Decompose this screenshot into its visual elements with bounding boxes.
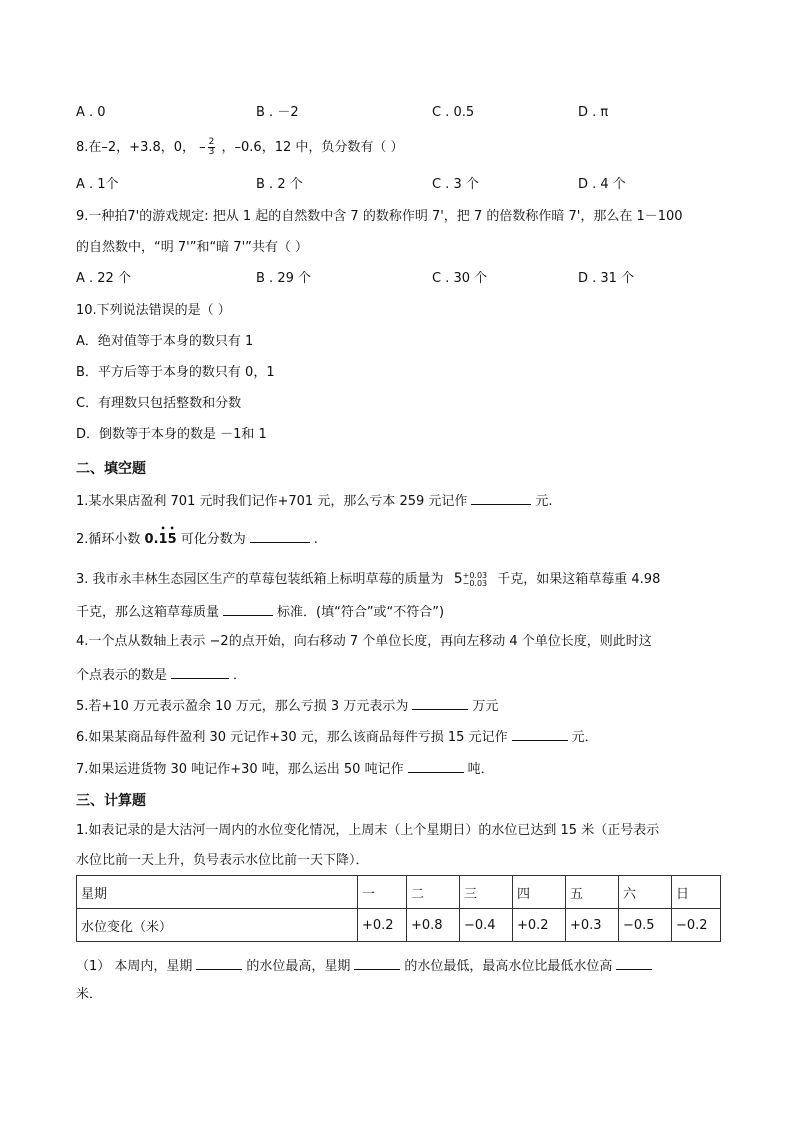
fill-q6: 6.如果某商品每件盈利 30 元记作+30 元，那么该商品每件亏损 15 元记作 元． xyxy=(76,726,598,747)
table-cell: 水位变化（米） xyxy=(77,909,358,942)
table-header-cell: 六 xyxy=(619,876,672,909)
fill-q5: 5.若+10 万元表示盈余 10 万元，那么亏损 3 万元表示为 万元 xyxy=(76,695,498,716)
table-header-cell: 五 xyxy=(566,876,619,909)
q9-option-c: C . 30 个 xyxy=(432,271,488,286)
table-header-cell: 日 xyxy=(672,876,721,909)
q8-option-a: A . 1个 xyxy=(76,177,119,192)
q10-option-c: C．有理数只包括整数和分数 xyxy=(76,396,242,411)
q7-option-c: C . 0.5 xyxy=(432,105,475,120)
section-heading-calc: 三、计算题 xyxy=(76,793,146,809)
fill-q1: 1.某水果店盈利 701 元时我们记作+701 元，那么亏本 259 元记作 元. xyxy=(76,490,553,511)
fill-q7: 7.如果运进货物 30 吨记作+30 吨，那么运出 50 吨记作 吨． xyxy=(76,758,494,779)
q8-fraction: – $\frac{2}{3}$ xyxy=(199,137,215,157)
table-cell: −0.4 xyxy=(460,909,513,942)
repeating-decimal: 0.• 1• 5 xyxy=(145,532,177,547)
calc-sub1-line1: （1） 本周内，星期 的水位最高，星期 的水位最低，最高水位比最低水位高 xyxy=(76,955,656,976)
fill-q5-blank[interactable] xyxy=(412,695,468,710)
q8-option-c: C . 3 个 xyxy=(432,177,479,192)
calc-sub1-line2: 米． xyxy=(76,987,103,1002)
q10-option-d: D．倒数等于本身的数是 －1和 1 xyxy=(76,427,267,442)
q9-option-a: A . 22 个 xyxy=(76,271,131,286)
fill-q6-blank[interactable] xyxy=(512,726,568,741)
calc-q1-line2: 水位比前一天上升，负号表示水位比前一天下降）． xyxy=(76,853,369,868)
table-cell: +0.8 xyxy=(407,909,460,942)
fill-q2: 2.循环小数 0.• 1• 5 可化分数为 . xyxy=(76,528,318,549)
table-cell: −0.2 xyxy=(672,909,721,942)
q9-option-d: D . 31 个 xyxy=(578,271,635,286)
table-header-cell: 四 xyxy=(513,876,566,909)
water-level-table xyxy=(76,875,721,942)
q7-option-d: D . π xyxy=(578,105,609,120)
q8-option-b: B . 2 个 xyxy=(256,177,303,192)
q10-option-b: B．平方后等于本身的数只有 0，1 xyxy=(76,365,275,380)
tolerance-notation: 5 +0.03 −0.03 xyxy=(453,570,488,588)
table-row xyxy=(77,876,721,909)
q9-stem-line1: 9.一种拍7'的游戏规定: 把从 1 起的自然数中含 7 的数称作明 7'，把 7 的倍数称作暗 7'，那么在 1－100 xyxy=(76,209,683,224)
fill-q3-line2: 千克，那么这箱草莓质量 标准．(填“符合”或“不符合”) xyxy=(76,601,444,622)
q8-stem: 8.在–2，+3.8，0， – $\frac{2}{3}$ ，–0.6，12 中，负分数有（ ） xyxy=(76,137,404,157)
q10-stem: 10.下列说法错误的是（ ） xyxy=(76,303,231,318)
table-header-cell: 二 xyxy=(407,876,460,909)
table-cell: −0.5 xyxy=(619,909,672,942)
calc-q1-line1: 1.如表记录的是大沽河一周内的水位变化情况，上周末（上个星期日）的水位已达到 15 米（正号表示 xyxy=(76,823,660,838)
calc-sub1-blank-2[interactable] xyxy=(354,955,400,970)
section-heading-fill: 二、填空题 xyxy=(76,461,146,477)
table-header-cell: 三 xyxy=(460,876,513,909)
calc-sub1-blank-1[interactable] xyxy=(196,955,242,970)
q9-stem-line2: 的自然数中，“明 7'”和“暗 7'”共有（ ） xyxy=(76,240,309,255)
q7-option-b: B . －2 xyxy=(256,105,299,120)
calc-sub1-blank-3[interactable] xyxy=(616,955,652,970)
fill-q4-blank[interactable] xyxy=(171,664,229,679)
q8-option-d: D . 4 个 xyxy=(578,177,626,192)
fill-q1-blank[interactable] xyxy=(471,490,531,505)
q10-option-a: A．绝对值等于本身的数只有 1 xyxy=(76,334,254,349)
table-header-cell: 星期 xyxy=(77,876,358,909)
table-cell: +0.2 xyxy=(358,909,407,942)
q7-option-a: A . 0 xyxy=(76,105,106,120)
table-cell: +0.2 xyxy=(513,909,566,942)
table-cell: +0.3 xyxy=(566,909,619,942)
fill-q2-blank[interactable] xyxy=(250,528,310,543)
fill-q3-blank[interactable] xyxy=(223,601,273,616)
q9-option-b: B . 29 个 xyxy=(256,271,311,286)
table-row xyxy=(77,909,721,942)
fill-q7-blank[interactable] xyxy=(408,758,464,773)
fill-q3-line1: 3. 我市永丰林生态园区生产的草莓包装纸箱上标明草莓的质量为 5 +0.03 −0.03 千克，如果这箱草莓重 4.98 xyxy=(76,570,661,588)
table-header-cell: 一 xyxy=(358,876,407,909)
fill-q4-line1: 4.一个点从数轴上表示 −2的点开始，向右移动 7 个单位长度，再向左移动 4 个单位长度，则此时这 xyxy=(76,634,652,649)
fill-q4-line2: 个点表示的数是 ． xyxy=(76,664,246,685)
